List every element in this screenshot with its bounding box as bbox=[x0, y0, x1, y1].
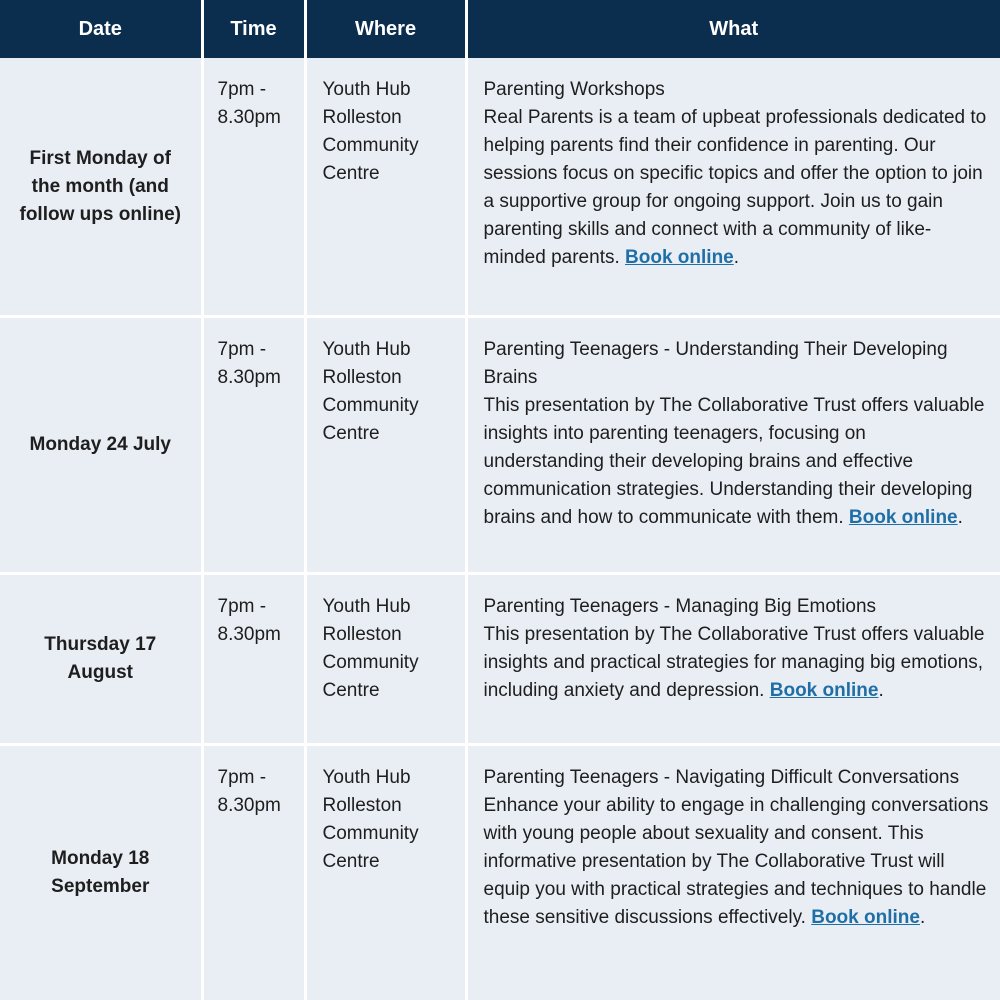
date-cell: First Monday of the month (and follow ups online) bbox=[0, 58, 202, 317]
time-cell: 7pm - 8.30pm bbox=[202, 317, 305, 574]
book-online-link[interactable]: Book online bbox=[625, 247, 734, 268]
event-details-cell bbox=[466, 745, 1000, 1000]
event-description: This presentation by The Collaborative Trust offers valuable insights into parenting teenagers, focusing on understanding their developing brains and effective communication strategies. Understanding their developing brains and how to communicate with them. bbox=[483, 395, 985, 528]
table-row bbox=[0, 58, 1000, 317]
column-header-where: Where bbox=[305, 0, 466, 58]
event-title: Parenting Workshops bbox=[483, 79, 665, 100]
event-details-cell bbox=[466, 574, 1000, 745]
date-cell: Monday 18 September bbox=[0, 745, 202, 1000]
location-cell: Youth Hub Rolleston Community Centre bbox=[305, 317, 466, 574]
book-online-link[interactable]: Book online bbox=[811, 907, 920, 928]
time-cell: 7pm - 8.30pm bbox=[202, 58, 305, 317]
column-header-date: Date bbox=[0, 0, 202, 58]
book-online-link[interactable]: Book online bbox=[769, 680, 879, 701]
location-cell: Youth Hub Rolleston Community Centre bbox=[305, 58, 466, 317]
event-description: Enhance your ability to engage in challenging conversations with young people about sexuality and consent. This informative presentation by The Collaborative Trust will equip you with practical strategies and techniques to handle these sensitive discussions effectively. bbox=[483, 795, 989, 928]
event-details-cell bbox=[466, 317, 1000, 574]
table-header-row bbox=[0, 0, 1000, 58]
table-row bbox=[0, 317, 1000, 574]
link-trailing-punctuation: . bbox=[733, 247, 740, 268]
table-row bbox=[0, 745, 1000, 1000]
event-description: This presentation by The Collaborative Trust offers valuable insights and practical strategies for managing big emotions, including anxiety and depression. bbox=[483, 624, 985, 701]
book-online-link[interactable]: Book online bbox=[848, 507, 958, 528]
time-cell: 7pm - 8.30pm bbox=[202, 574, 305, 745]
location-cell: Youth Hub Rolleston Community Centre bbox=[305, 745, 466, 1000]
column-header-what: What bbox=[466, 0, 1000, 58]
table-row bbox=[0, 574, 1000, 745]
link-trailing-punctuation: . bbox=[878, 680, 884, 701]
time-cell: 7pm - 8.30pm bbox=[202, 745, 305, 1000]
date-cell: Thursday 17 August bbox=[0, 574, 202, 745]
link-trailing-punctuation: . bbox=[957, 507, 963, 528]
event-title: Parenting Teenagers - Managing Big Emotions bbox=[483, 596, 877, 617]
event-details-cell bbox=[466, 58, 1000, 317]
link-trailing-punctuation: . bbox=[919, 907, 926, 928]
location-cell: Youth Hub Rolleston Community Centre bbox=[305, 574, 466, 745]
date-cell: Monday 24 July bbox=[0, 317, 202, 574]
event-description: Real Parents is a team of upbeat professionals dedicated to helping parents find their confidence in parenting. Our sessions focus on specific topics and offer the option to join a supportive group for ongoing support. Join us to gain parenting skills and connect with a community of like-minded parents. bbox=[483, 107, 987, 268]
event-title: Parenting Teenagers - Navigating Difficult Conversations bbox=[483, 767, 960, 788]
event-title: Parenting Teenagers - Understanding Their Developing Brains bbox=[483, 339, 948, 388]
column-header-time: Time bbox=[202, 0, 305, 58]
